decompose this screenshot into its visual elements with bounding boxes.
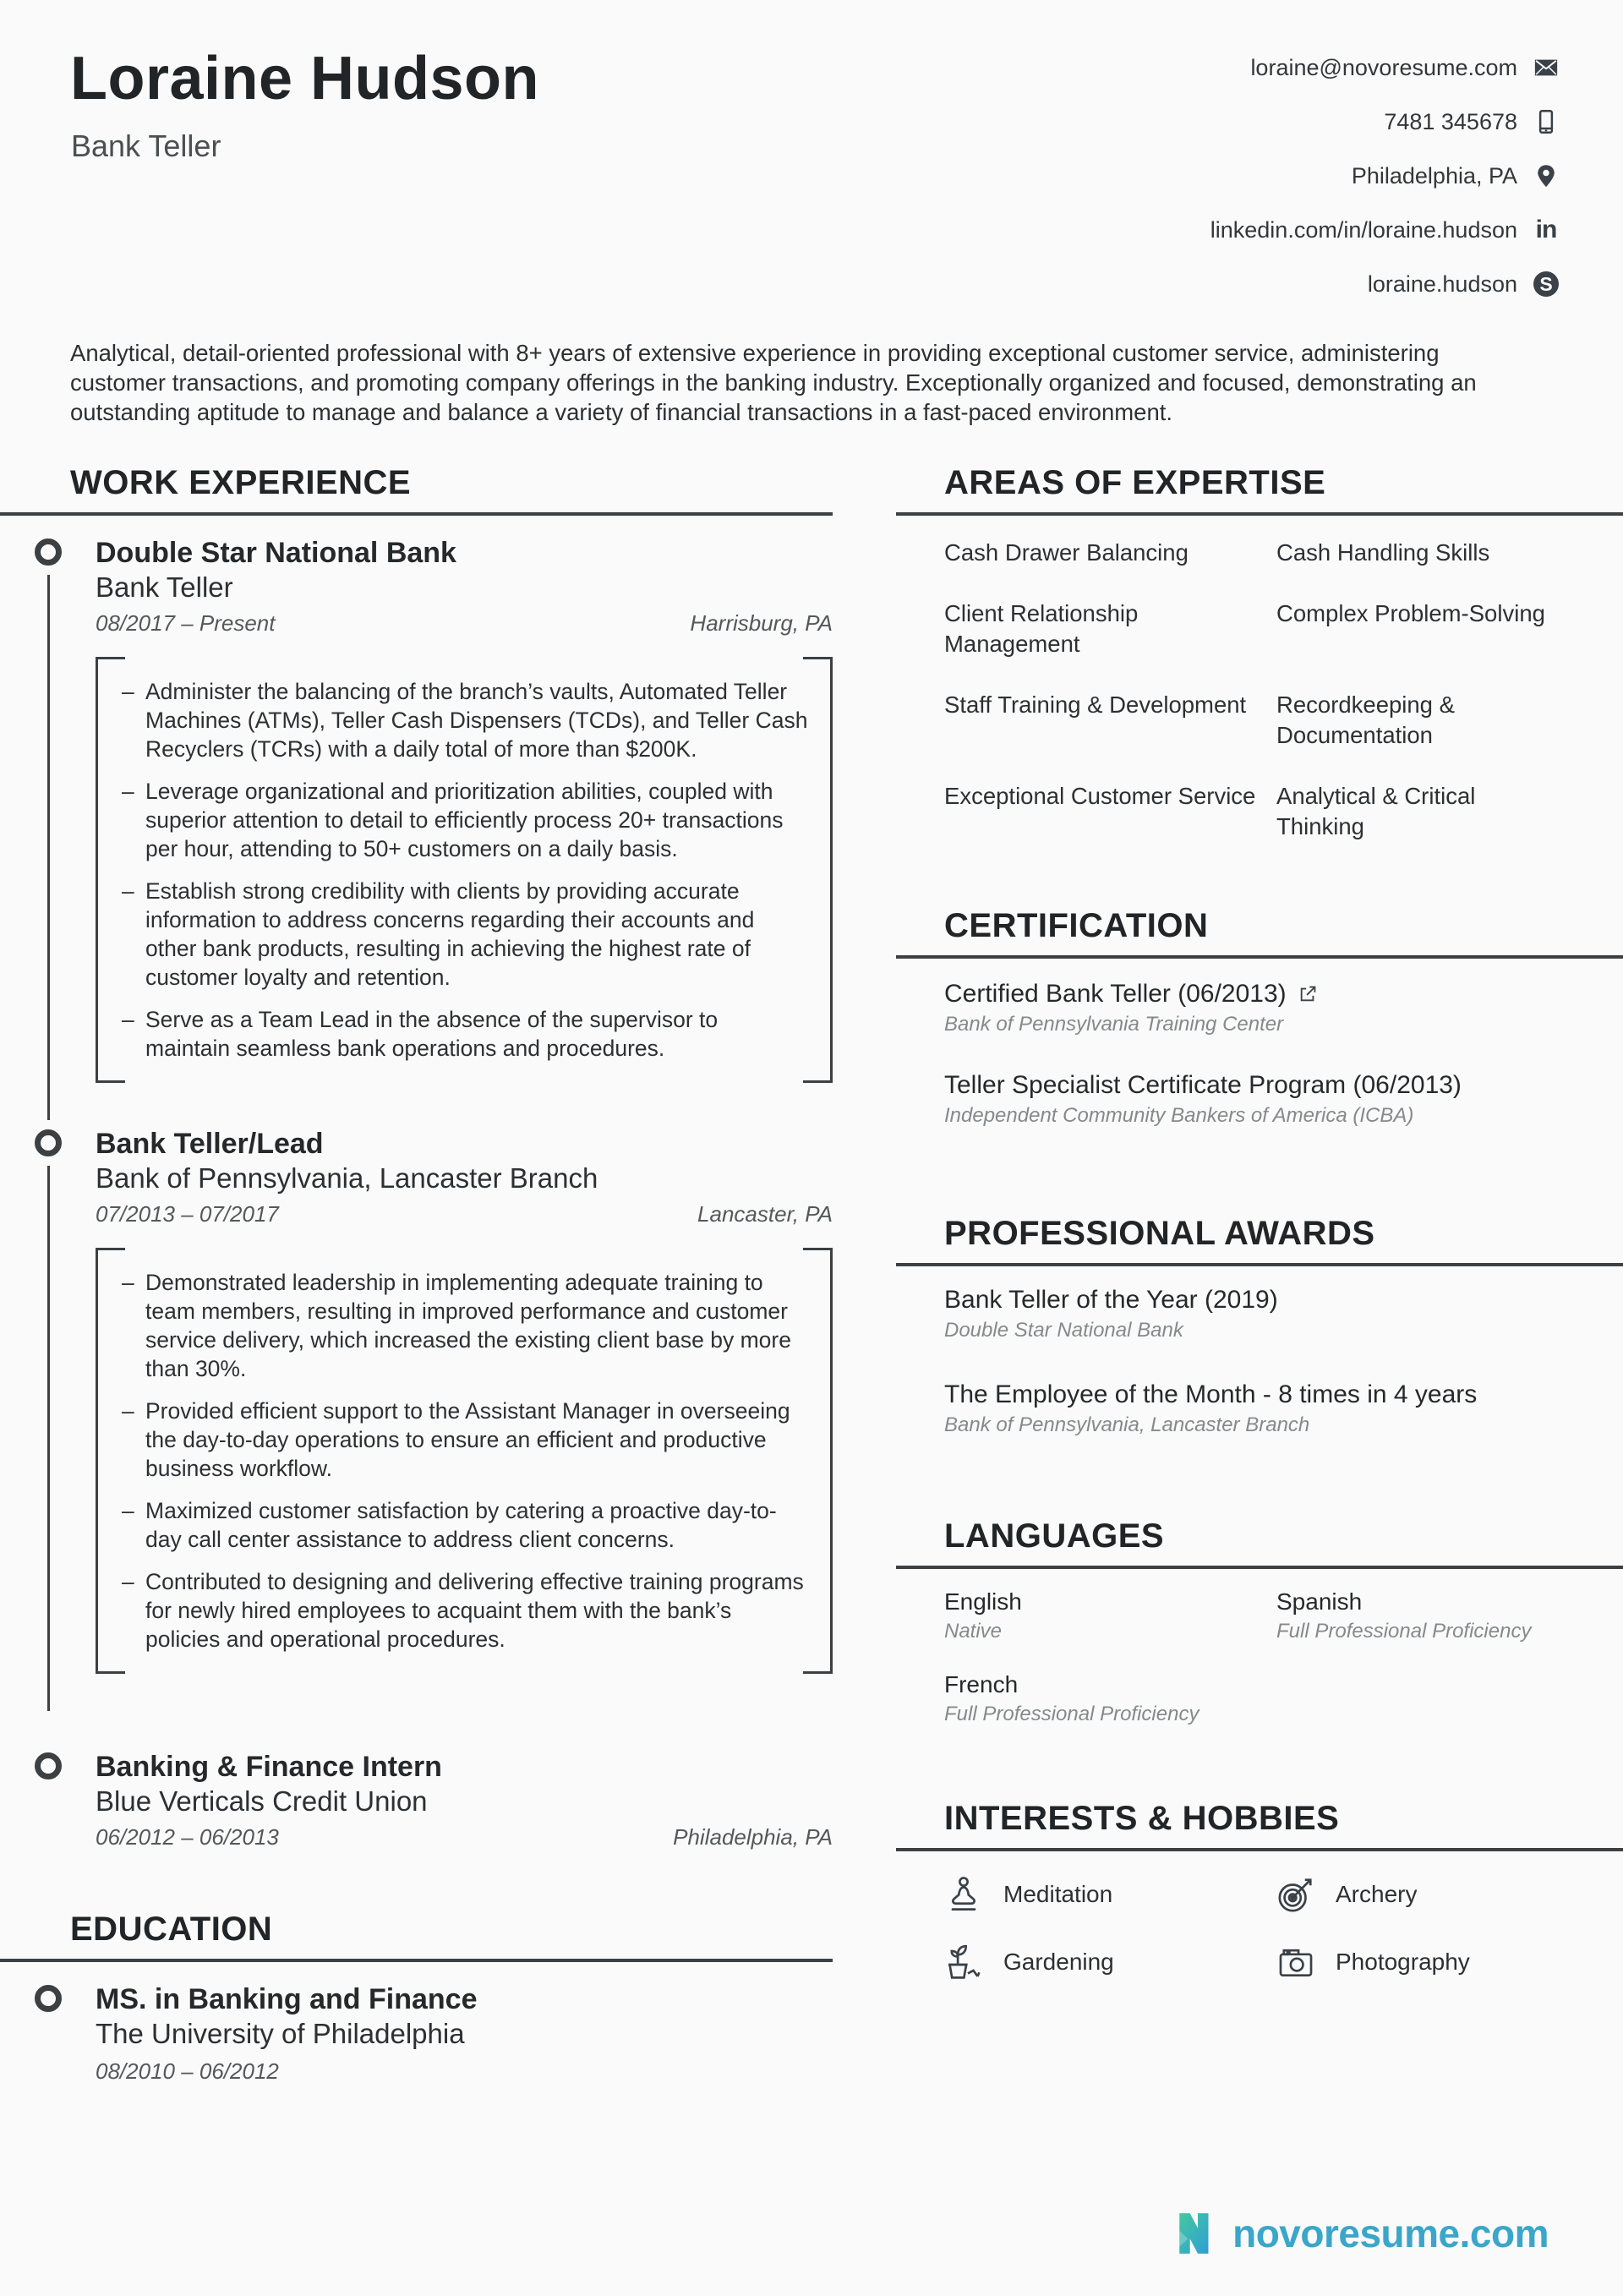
certification-title: Teller Specialist Certificate Program (06/2013) xyxy=(944,1071,1462,1099)
linkedin-value: linkedin.com/in/loraine.hudson xyxy=(1210,216,1517,243)
skype-icon: S xyxy=(1533,271,1560,298)
expertise-grid xyxy=(944,538,1560,842)
section-rule xyxy=(896,1848,1623,1851)
work-entry-2 xyxy=(70,1127,833,1674)
left-column xyxy=(70,463,833,2085)
work-entry-1 xyxy=(70,536,833,1083)
section-title-languages: LANGUAGES xyxy=(944,1517,1165,1555)
language-level: Full Professional Proficiency xyxy=(1276,1620,1532,1643)
award-item xyxy=(944,1378,1560,1439)
section-title-work-experience: WORK EXPERIENCE xyxy=(70,464,412,501)
job-bullet: – Leverage organizational and prioritization abilities, coupled with superior attention to detail to efficiently process 20+ transactions per hour, attending to 50+ customers on a daily basis. xyxy=(120,777,808,863)
language-name: French xyxy=(944,1671,1019,1697)
interest-label: Gardening xyxy=(1003,1949,1114,1975)
award-issuer: Double Star National Bank xyxy=(944,1319,1183,1342)
award-title: The Employee of the Month - 8 times in 4 years xyxy=(944,1380,1478,1408)
job-dates: 07/2013 – 07/2017 xyxy=(96,1201,279,1227)
award-item xyxy=(944,1283,1560,1344)
skype-value: loraine.hudson xyxy=(1367,271,1517,297)
section-rule xyxy=(0,1959,833,1962)
certification-title: Certified Bank Teller (06/2013) xyxy=(944,980,1287,1008)
profile-summary: Analytical, detail-oriented professional with 8+ years of extensive experience in providing exceptional customer service, administering customer transactions, and promoting company offerings in the banking industry. Exceptionally organized and focused, demonstrating an outstanding aptitude to manage and balance a variety of financial transactions in a fast-paced environment. xyxy=(70,340,1477,425)
section-title-certification: CERTIFICATION xyxy=(944,907,1209,944)
skill-item: Cash Handling Skills xyxy=(1276,539,1490,566)
right-column xyxy=(944,463,1560,1982)
interest-item xyxy=(944,1943,1276,1982)
timeline-dot xyxy=(35,1752,62,1779)
job-bullet: – Maximized customer satisfaction by catering a proactive day-to-day call center assistance to address client concerns. xyxy=(120,1496,808,1554)
interest-item xyxy=(1276,1943,1560,1982)
skill-item: Staff Training & Development xyxy=(944,692,1247,718)
phone-value: 7481 345678 xyxy=(1384,108,1517,134)
section-title-education: EDUCATION xyxy=(70,1911,273,1948)
contact-linkedin[interactable] xyxy=(1210,216,1560,243)
timeline-dot xyxy=(35,1985,62,2012)
job-subtitle: Bank Teller xyxy=(96,571,233,603)
location-icon xyxy=(1533,162,1560,189)
skill-item: Complex Problem-Solving xyxy=(1276,600,1545,626)
job-bullet: – Serve as a Team Lead in the absence of the supervisor to maintain seamless bank operations and procedures. xyxy=(120,1005,808,1063)
education-dates: 08/2010 – 06/2012 xyxy=(96,2058,279,2084)
email-value: loraine@novoresume.com xyxy=(1250,54,1517,80)
job-subtitle: Blue Verticals Credit Union xyxy=(96,1785,428,1817)
phone-icon xyxy=(1533,108,1560,135)
section-title-expertise: AREAS OF EXPERTISE xyxy=(944,464,1326,501)
timeline-dot xyxy=(35,1129,62,1156)
job-bullet: – Provided efficient support to the Assistant Manager in overseeing the day-to-day operations to ensure an efficient and productive business workflow. xyxy=(120,1397,808,1483)
section-title-awards: PROFESSIONAL AWARDS xyxy=(944,1215,1375,1252)
interest-item xyxy=(944,1875,1276,1914)
job-location: Lancaster, PA xyxy=(697,1201,833,1227)
job-title: Bank Teller/Lead xyxy=(96,1128,324,1160)
language-level: Native xyxy=(944,1620,1003,1643)
language-item xyxy=(1276,1586,1560,1645)
archery-icon xyxy=(1276,1875,1315,1914)
language-level: Full Professional Proficiency xyxy=(944,1703,1199,1725)
section-rule xyxy=(0,512,833,516)
language-name: English xyxy=(944,1588,1022,1615)
language-item xyxy=(944,1669,1276,1728)
contact-phone[interactable] xyxy=(1210,108,1560,135)
interest-label: Archery xyxy=(1336,1881,1418,1907)
skill-item: Exceptional Customer Service xyxy=(944,783,1256,809)
interest-item xyxy=(1276,1875,1560,1914)
contact-location[interactable] xyxy=(1210,162,1560,189)
job-bullet: – Establish strong credibility with clients by providing accurate information to address concerns regarding their accounts and other bank products, resulting in achieving the highest rate of customer loyalty and retention. xyxy=(120,877,808,992)
interests-grid xyxy=(944,1875,1560,1982)
job-bullets-box xyxy=(96,1248,833,1674)
meditation-icon xyxy=(944,1875,983,1914)
contact-block xyxy=(1210,54,1560,298)
certification-item xyxy=(944,1069,1560,1129)
school-name: The University of Philadelphia xyxy=(96,2018,465,2049)
job-location: Harrisburg, PA xyxy=(690,610,833,636)
job-bullet: – Contributed to designing and delivering effective training programs for newly hired employees to acquaint them with the bank’s policies and operational procedures. xyxy=(120,1567,808,1654)
email-icon xyxy=(1533,54,1560,81)
job-subtitle: Bank of Pennsylvania, Lancaster Branch xyxy=(96,1162,598,1194)
job-title: Double Star National Bank xyxy=(96,537,456,569)
contact-email[interactable] xyxy=(1210,54,1560,81)
certification-issuer: Bank of Pennsylvania Training Center xyxy=(944,1013,1284,1036)
education-entry xyxy=(70,1982,833,2085)
job-title: Banking & Finance Intern xyxy=(96,1751,442,1783)
timeline-dot xyxy=(35,538,62,566)
certification-item xyxy=(944,977,1560,1038)
skill-item: Analytical & Critical Thinking xyxy=(1276,783,1476,839)
brand-name: novoresume.com xyxy=(1232,2211,1549,2255)
degree-title: MS. in Banking and Finance xyxy=(96,1983,478,2015)
brand-footer[interactable] xyxy=(1173,2210,1549,2257)
skill-item: Client Relationship Management xyxy=(944,600,1139,657)
section-rule xyxy=(896,512,1623,516)
external-link-icon[interactable] xyxy=(1298,985,1317,1003)
job-bullet: – Demonstrated leadership in implementing adequate training to team members, resulting in improved performance and customer service delivery, which increased the existing client base by more than 30%. xyxy=(120,1268,808,1383)
section-rule xyxy=(896,955,1623,959)
novoresume-logo-icon xyxy=(1173,2210,1221,2257)
job-bullet: – Administer the balancing of the branch’s vaults, Automated Teller Machines (ATMs), Teller Cash Dispensers (TCDs), and Teller Cash Recyclers (TCRs) with a daily total of more than $200K. xyxy=(120,677,808,763)
section-title-interests: INTERESTS & HOBBIES xyxy=(944,1800,1340,1837)
photography-icon xyxy=(1276,1943,1315,1982)
work-entry-3 xyxy=(70,1750,833,1850)
job-bullets-box xyxy=(96,657,833,1083)
certification-issuer: Independent Community Bankers of America (ICBA) xyxy=(944,1104,1414,1127)
job-headline: Bank Teller xyxy=(71,128,221,163)
language-item xyxy=(944,1586,1276,1645)
page-title: Loraine Hudson xyxy=(70,45,540,112)
skill-item: Cash Drawer Balancing xyxy=(944,539,1189,566)
interest-label: Photography xyxy=(1336,1949,1470,1975)
job-location: Philadelphia, PA xyxy=(673,1824,833,1850)
skill-item: Recordkeeping & Documentation xyxy=(1276,692,1455,748)
section-rule xyxy=(896,1263,1623,1266)
linkedin-icon: in xyxy=(1535,216,1557,243)
job-dates: 08/2017 – Present xyxy=(96,610,276,636)
languages-grid xyxy=(944,1586,1560,1728)
interest-label: Meditation xyxy=(1003,1881,1113,1907)
location-value: Philadelphia, PA xyxy=(1351,162,1517,189)
gardening-icon xyxy=(944,1943,983,1982)
section-rule xyxy=(896,1566,1623,1569)
job-dates: 06/2012 – 06/2013 xyxy=(96,1824,279,1850)
award-title: Bank Teller of the Year (2019) xyxy=(944,1286,1278,1314)
language-name: Spanish xyxy=(1276,1588,1363,1615)
contact-skype[interactable] xyxy=(1210,271,1560,298)
award-issuer: Bank of Pennsylvania, Lancaster Branch xyxy=(944,1413,1310,1436)
